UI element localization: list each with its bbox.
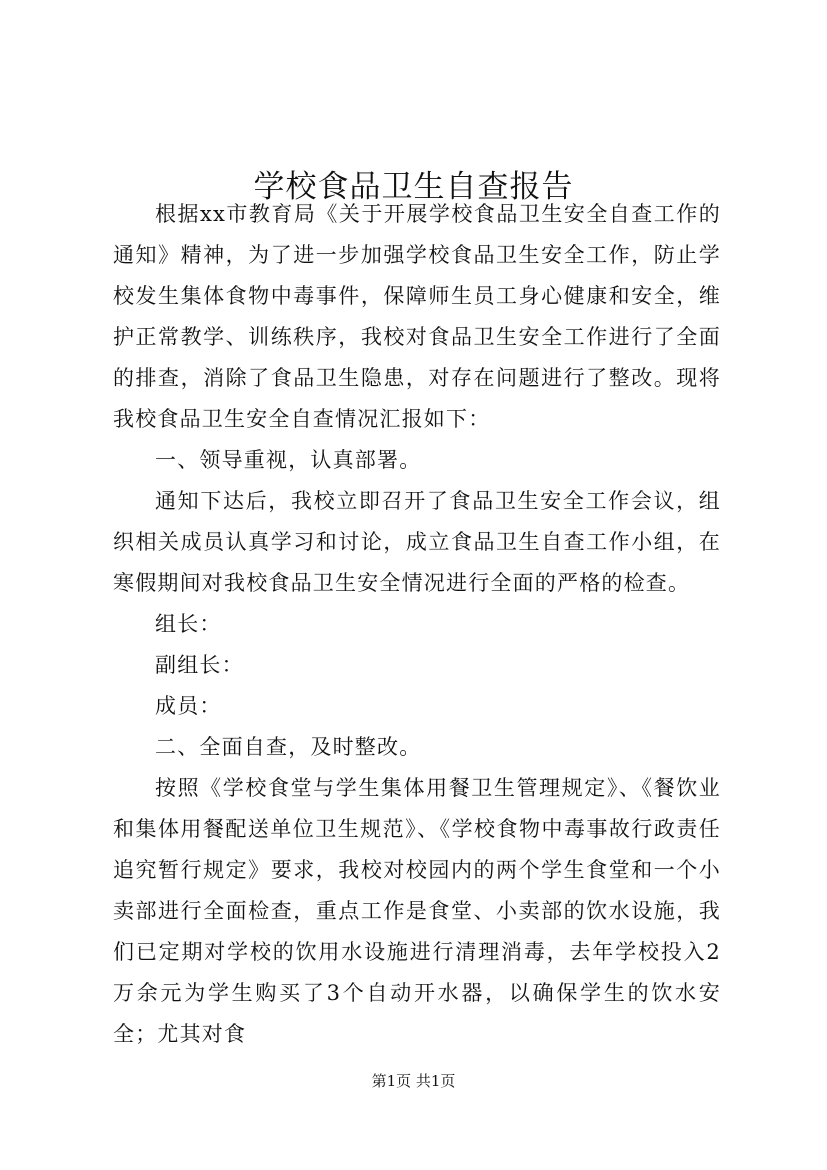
paragraph-section-2: 按照《学校食堂与学生集体用餐卫生管理规定》、《餐饮业和集体用餐配送单位卫生规范》、《学校食物中毒事故行政责任追究暂行规定》要求，我校对校园内的两个学生食堂和一个小卖部进行全面检查，重点工作是食堂、小卖部的饮水设施，我们已定期对学校的饮用水设施进行清理消毒，去年学校投入2万余元为学生购买了3个自动开水器，以确保学生的饮水安全；尤其对食 bbox=[113, 776, 721, 1046]
section-heading-2: 二、全面自查，及时整改。 bbox=[155, 735, 422, 759]
deputy-leader-line: 副组长： bbox=[155, 653, 244, 677]
paragraph-intro: 根据xx市教育局《关于开展学校食品卫生安全自查工作的通知》精神，为了进一步加强学校食品卫生安全工作，防止学校发生集体食物中毒事件，保障师生员工身心健康和安全，维护正常教学、训练秩序，我校对食品卫生安全工作进行了全面的排查，消除了食品卫生隐患，对存在问题进行了整改。现将我校食品卫生安全自查情况汇报如下： bbox=[113, 202, 721, 431]
document-title: 学校食品卫生自查报告 bbox=[253, 168, 574, 205]
paragraph-section-1: 通知下达后，我校立即召开了食品卫生安全工作会议，组织相关成员认真学习和讨论，成立食品卫生自查工作小组，在寒假期间对我校食品卫生安全情况进行全面的严格的检查。 bbox=[113, 489, 721, 595]
section-heading-1: 一、领导重视，认真部署。 bbox=[155, 448, 422, 472]
document-body bbox=[113, 194, 721, 1055]
team-leader-line: 组长： bbox=[155, 612, 222, 636]
members-line: 成员： bbox=[155, 694, 222, 718]
page-footer: 第1页 共1页 bbox=[371, 1072, 456, 1090]
